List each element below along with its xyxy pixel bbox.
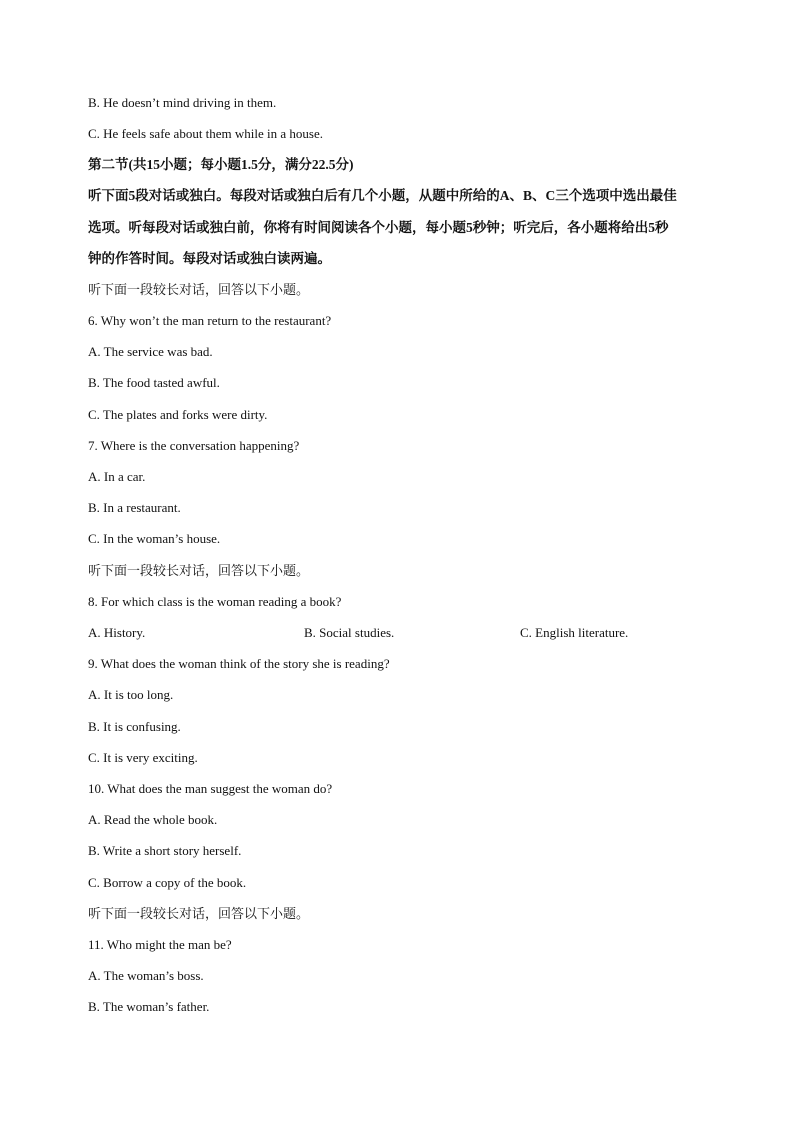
q10-option-a: A. Read the whole book.: [88, 812, 218, 827]
question-6: 6. Why won’t the man return to the restaurant?: [88, 313, 332, 328]
q10-option-c: C. Borrow a copy of the book.: [88, 875, 247, 890]
question-7: 7. Where is the conversation happening?: [88, 438, 300, 453]
q6-option-c: C. The plates and forks were dirty.: [88, 407, 268, 422]
q5-option-c: C. He feels safe about them while in a house.: [88, 126, 324, 141]
q11-option-a: A. The woman’s boss.: [88, 968, 204, 983]
q6-option-b: B. The food tasted awful.: [88, 375, 220, 390]
q7-option-a: A. In a car.: [88, 469, 146, 484]
question-8: 8. For which class is the woman reading a book?: [88, 594, 342, 609]
question-10: 10. What does the man suggest the woman do?: [88, 781, 333, 796]
q9-option-c: C. It is very exciting.: [88, 750, 198, 765]
q9-option-a: A. It is too long.: [88, 687, 174, 702]
dialogue-intro-3: 听下面一段较长对话，回答以下小题。: [88, 906, 310, 921]
instructions-line-3: 钟的作答时间。每段对话或独白读两遍。: [88, 251, 331, 266]
question-11: 11. Who might the man be?: [88, 937, 232, 952]
q7-option-b: B. In a restaurant.: [88, 500, 181, 515]
q9-option-b: B. It is confusing.: [88, 719, 181, 734]
dialogue-intro-1: 听下面一段较长对话，回答以下小题。: [88, 282, 310, 297]
q6-option-a: A. The service was bad.: [88, 344, 213, 359]
q8-option-a: A. History.: [88, 625, 146, 640]
q7-option-c: C. In the woman’s house.: [88, 531, 221, 546]
q5-option-b: B. He doesn’t mind driving in them.: [88, 95, 277, 110]
section-heading: 第二节(共15小题；每小题1.5分，满分22.5分): [88, 157, 354, 172]
question-9: 9. What does the woman think of the story she is reading?: [88, 656, 390, 671]
instructions-line-1: 听下面5段对话或独白。每段对话或独白后有几个小题，从题中所给的A、B、C三个选项中选出最佳: [88, 188, 677, 203]
instructions-line-2: 选项。听每段对话或独白前，你将有时间阅读各个小题，每小题5秒钟；听完后，各小题将给出5秒: [88, 220, 669, 235]
q8-option-b: B. Social studies.: [304, 625, 395, 640]
q8-option-c: C. English literature.: [520, 625, 629, 640]
q11-option-b: B. The woman’s father.: [88, 999, 210, 1014]
dialogue-intro-2: 听下面一段较长对话，回答以下小题。: [88, 563, 310, 578]
q10-option-b: B. Write a short story herself.: [88, 843, 242, 858]
